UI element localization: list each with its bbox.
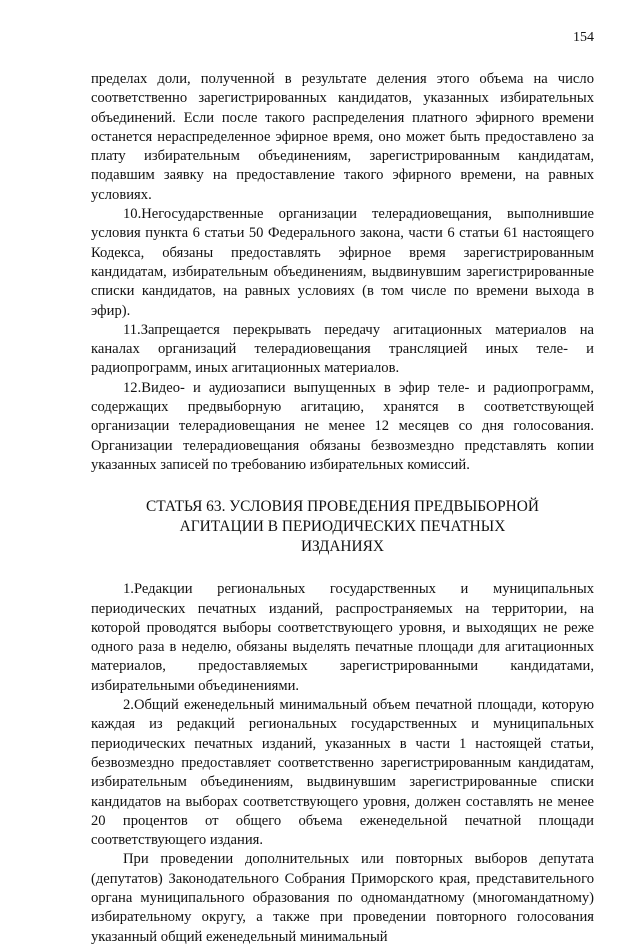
paragraph-12: 12.Видео- и аудиозаписи выпущенных в эфир теле- и радиопрограмм, содержащих предвыборную агитацию, хранятся в соответствующей организации телерадиовещания не менее 12 месяцев со дня голосования. Организации телерадиовещания обязаны безвозмездно представлять копии указанных записей по требованию избирательных комиссий. xyxy=(91,379,594,473)
paragraph-1: 1.Редакции региональных государственных и муниципальных периодических печатных изданий, распространяемых на территории, на которой проводятся выборы соответствующего уровня, и выходящих не реже одного раза в неделю, обязаны выделять печатные площади для агитационных материалов, предоставляемых зарегистрированными кандидатами, избирательными объединениями. xyxy=(91,581,594,694)
paragraph-2-continued: При проведении дополнительных или повторных выборов депутата (депутатов) Законодательного Собрания Приморского края, представительного органа муниципального образования по одномандатному (многомандатному) избирательному округу, а также при проведении повторного голосования указанный общий еженедельный минимальный xyxy=(91,851,594,945)
article-title-line-3: ИЗДАНИЯХ xyxy=(300,538,385,556)
paragraph: пределах доли, полученной в результате деления этого объема на число соответственно зарегистрированных кандидатов, указанных избирательных объединений. Если после такого распределения платного эфирного времени останется нераспределенное эфирное время, оно может быть предоставлено за плату избирательным объединениям, зарегистрированным кандидатам, подавшим заявку на предоставление такого эфирного времени, на равных условиях. xyxy=(91,71,594,203)
article-title-line-2: АГИТАЦИИ В ПЕРИОДИЧЕСКИХ ПЕЧАТНЫХ xyxy=(179,518,506,536)
article-title xyxy=(91,497,594,557)
page-number: 154 xyxy=(573,30,594,45)
document-body xyxy=(91,70,594,947)
paragraph-11: 11.Запрещается перекрывать передачу агитационных материалов на каналах организаций телерадиовещания трансляцией иных теле- и радиопрограмм, иных агитационных материалов. xyxy=(91,321,594,377)
article-title-line-1: СТАТЬЯ 63. УСЛОВИЯ ПРОВЕДЕНИЯ ПРЕДВЫБОРНОЙ xyxy=(145,498,539,516)
paragraph-10: 10.Негосударственные организации телерадиовещания, выполнившие условия пункта 6 статьи 50 Федерального закона, части 6 статьи 61 настоящего Кодекса, обязаны предоставлять эфирное время зарегистрированным кандидатам, избирательным объединениям, выдвинувшим зарегистрированные списки кандидатов, на равных условиях (в том числе по времени выхода в эфир). xyxy=(91,206,594,319)
paragraph-2: 2.Общий еженедельный минимальный объем печатной площади, которую каждая из редакций региональных государственных и муниципальных периодических печатных изданий, указанных в части 1 настоящей статьи, безвозмездно предоставляет соответственно зарегистрированным кандидатам, избирательным объединениям, выдвинувшим зарегистрированные списки кандидатов на выборах соответствующего уровня, должен составлять не менее 20 процентов от общего объема еженедельной печатной площади соответствующего издания. xyxy=(91,697,594,849)
